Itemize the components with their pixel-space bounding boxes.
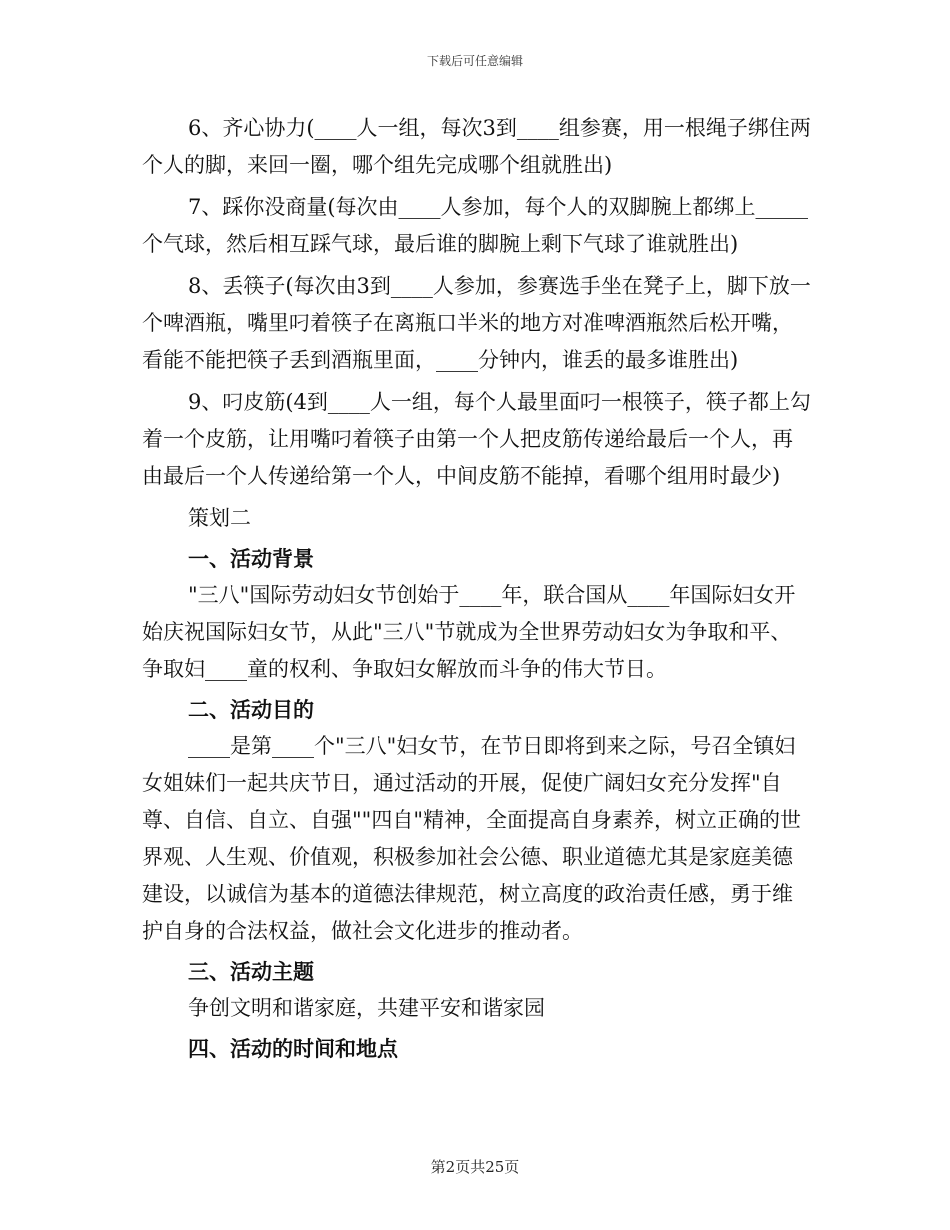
item-7-paragraph: 7、踩你没商量(每次由____人参加，每个人的双脚腕上都绑上_____个气球，然后相互踩气球，最后谁的脚腕上剩下气球了谁就胜出) <box>142 195 809 256</box>
section-3-heading: 三、活动主题 <box>188 959 314 984</box>
section-1-heading: 一、活动背景 <box>188 546 314 571</box>
page-footer-number: 第2页共25页 <box>430 1158 520 1176</box>
page-header-note: 下载后可任意编辑 <box>426 54 523 68</box>
item-9-paragraph: 9、叼皮筋(4到____人一组，每个人最里面叼一根筷子，筷子都上勾着一个皮筋，让用嘴叼着筷子由第一个人把皮筋传递给最后一个人，再由最后一个人传递给第一个人，中间皮筋不能掉，看哪个组用时最少) <box>142 390 811 488</box>
section-4-heading: 四、活动的时间和地点 <box>188 1036 398 1061</box>
section-2-text: ____是第____个"三八"妇女节，在节日即将到来之际，号召全镇妇女姐妹们一起共庆节日，通过活动的开展，促使广阔妇女充分发挥"自尊、自信、自立、自强""四自"精神，全面提高自身素养，树立正确的世界观、人生观、价值观，积极参加社会公德、职业道德尤其是家庭美德建设，以诚信为基本的道德法律规范，树立高度的政治责任感，勇于维护自身的合法权益，做社会文化进步的推动者。 <box>142 734 801 943</box>
section-3-text: 争创文明和谐家庭，共建平安和谐家园 <box>188 996 545 1020</box>
item-8-paragraph: 8、丢筷子(每次由3到____人参加，参赛选手坐在凳子上，脚下放一个啤酒瓶，嘴里叼着筷子在离瓶口半米的地方对准啤酒瓶然后松开嘴，看能不能把筷子丢到酒瓶里面，____分钟内，谁丢的最多谁胜出) <box>142 274 811 372</box>
section-1-text: "三八"国际劳动妇女节创始于____年，联合国从____年国际妇女开始庆祝国际妇女节，从此"三八"节就成为全世界劳动妇女为争取和平、争取妇____童的权利、争取妇女解放而斗争的伟大节日。 <box>142 583 796 681</box>
document-body <box>142 110 812 1067</box>
section-2-heading: 二、活动目的 <box>188 697 314 722</box>
item-6-paragraph: 6、齐心协力(____人一组，每次3到____组参赛，用一根绳子绑住两个人的脚，来回一圈，哪个组先完成哪个组就胜出) <box>142 116 811 177</box>
plan-2-label: 策划二 <box>188 506 251 530</box>
